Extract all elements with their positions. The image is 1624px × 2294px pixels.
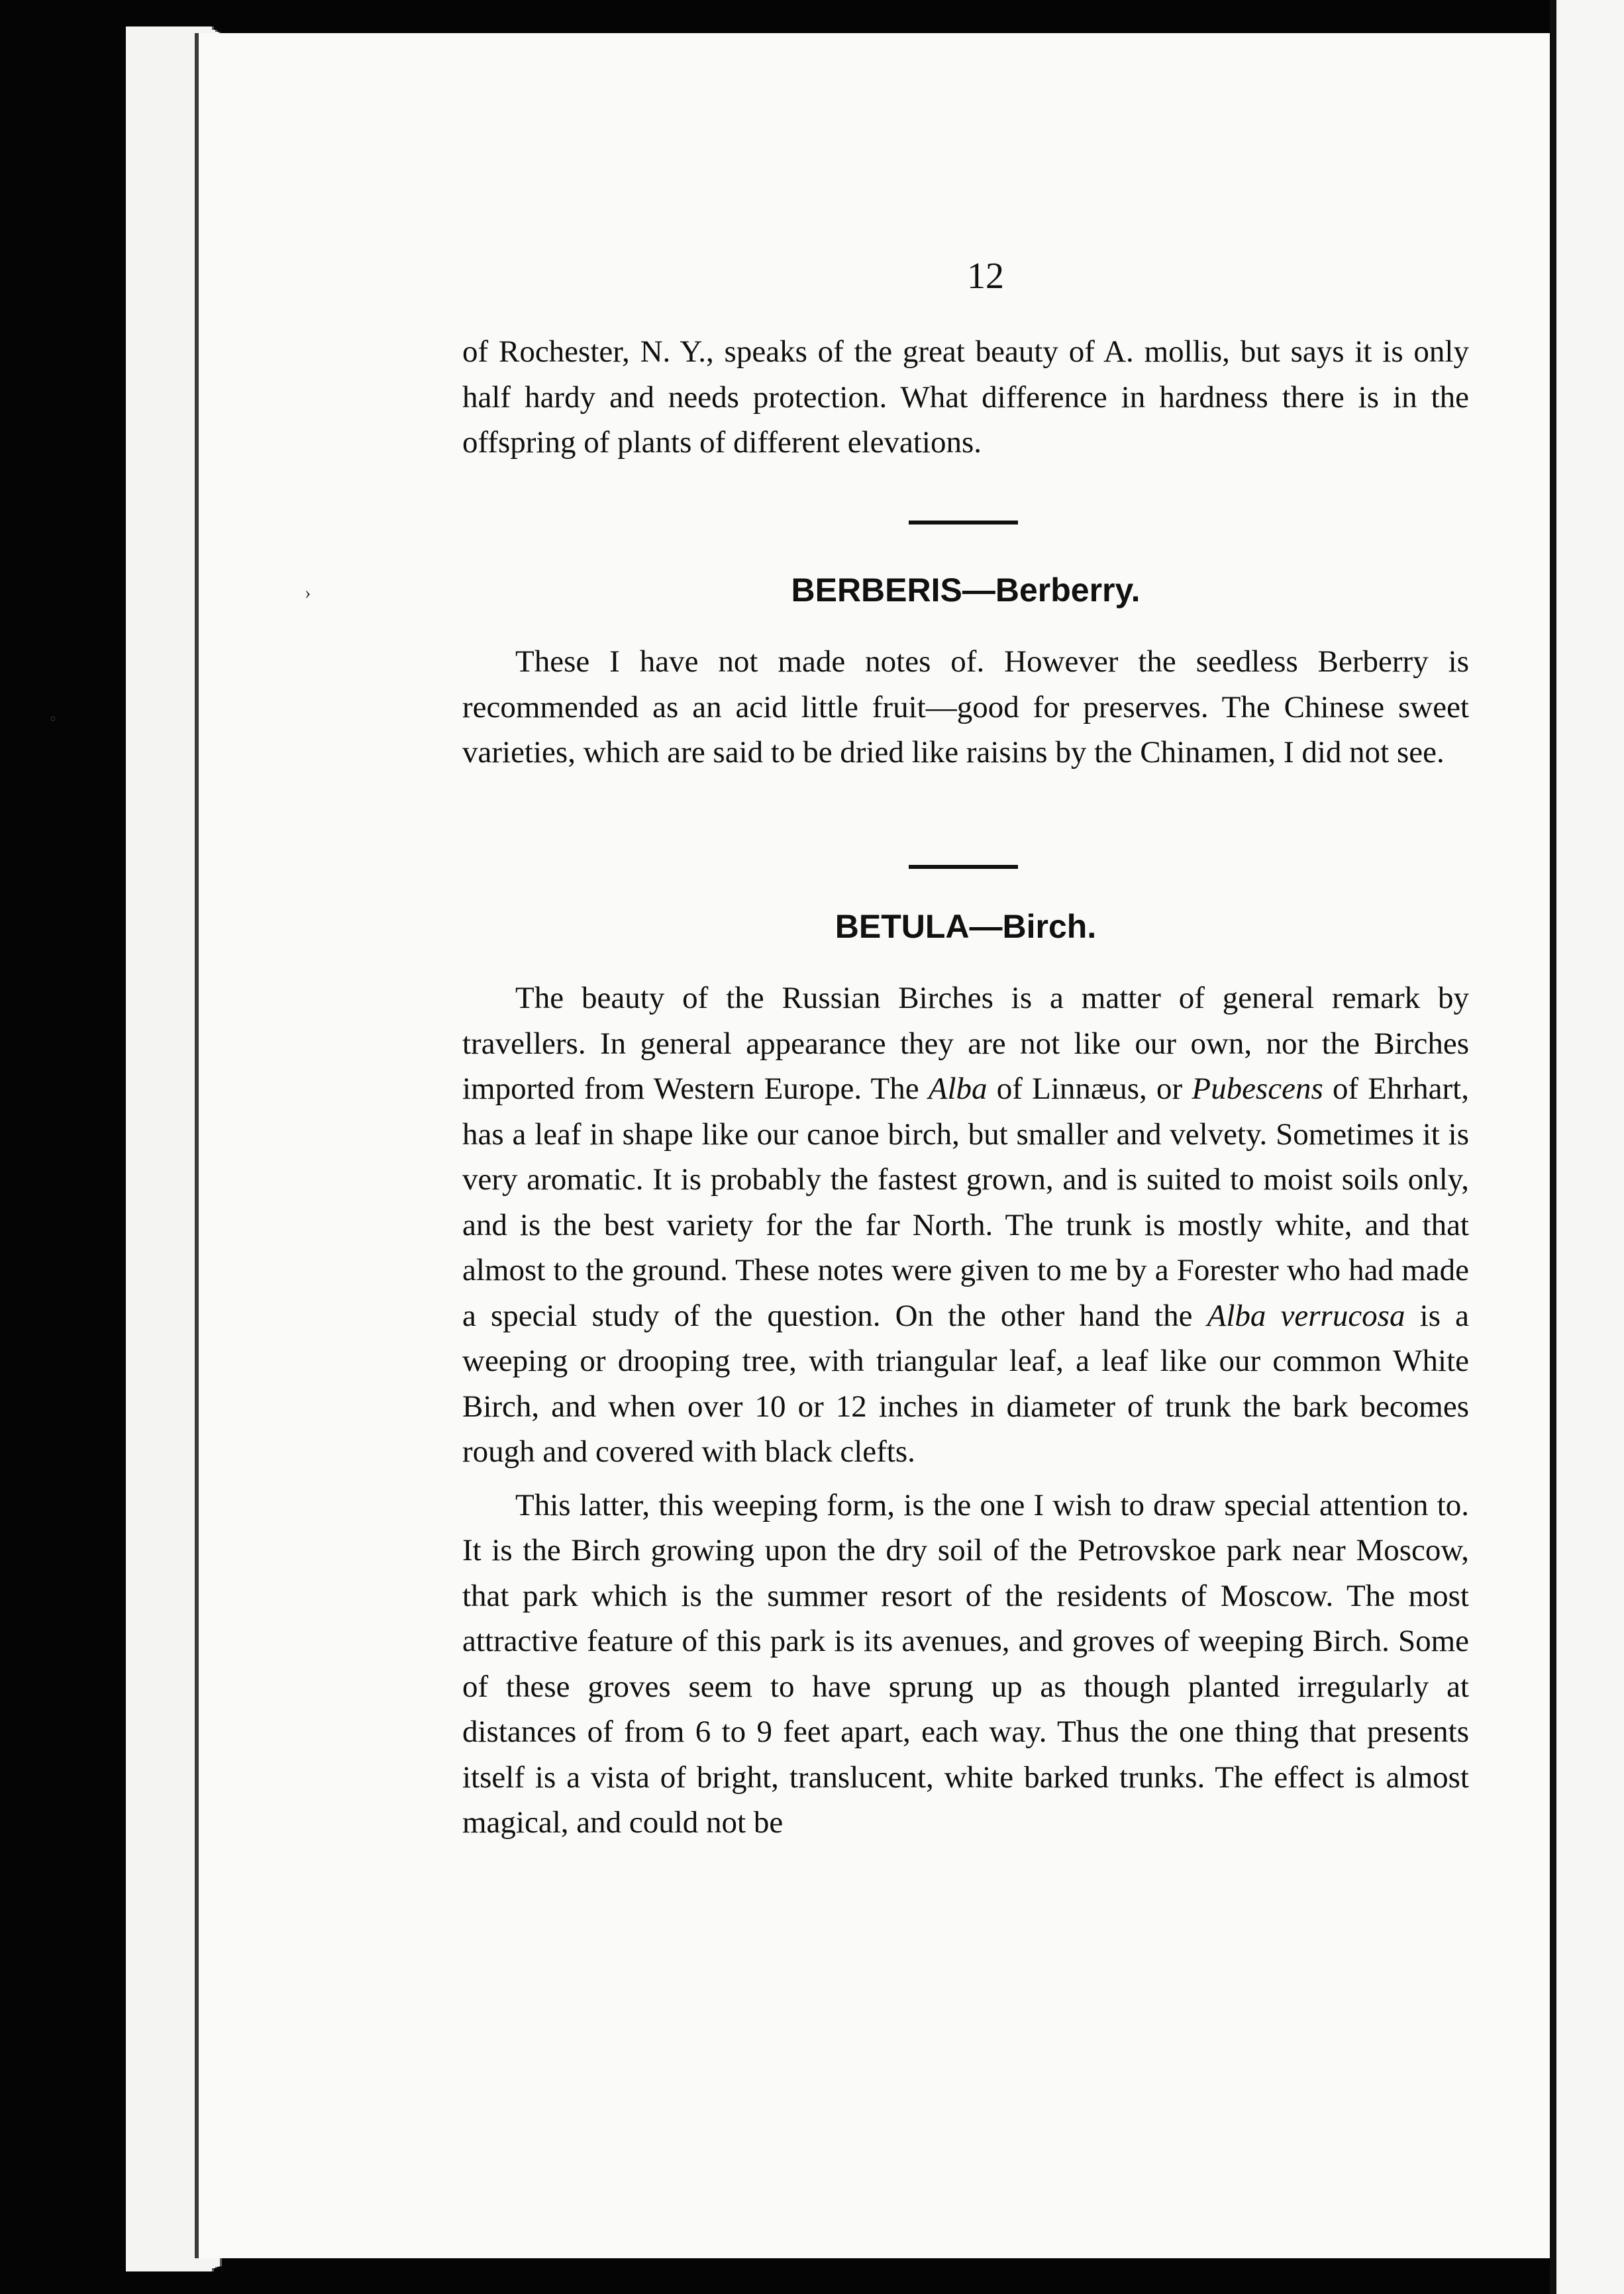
paragraph-text: of Rochester, N. Y., speaks of the great beauty of A. mollis, but says it is only half hardy and needs protection. What difference in hardness there is in the offspring of plants of different elevations. — [462, 334, 1469, 460]
section-heading-berberis: BERBERIS—Berberry. — [791, 572, 1141, 609]
section-divider — [909, 865, 1018, 869]
text-run: is a weeping or drooping tree, with triangular leaf, a leaf like our common White Birch, and when over 10 or 12 inches in diameter of trunk the bark becomes rough and covered with black clefts. — [462, 1298, 1469, 1469]
betula-paragraph-1 — [462, 975, 1469, 1475]
section-heading-betula: BETULA—Birch. — [835, 908, 1097, 945]
berberis-paragraph — [462, 639, 1469, 775]
facing-page-edge — [1550, 0, 1624, 2294]
betula-paragraph-2: This latter, this weeping form, is the one I wish to draw special attention to. It is the Birch growing upon the dry soil of the Petrovskoe park near Moscow, that park which is the summer resort of the residents of Moscow. The most attractive feature of this park is its avenues, and groves of weeping Birch. Some of these groves seem to have sprung up as though planted irregularly at distances of from 6 to 9 feet apart, each way. Thus the one thing that presents itself is a vista of bright, translucent, white barked trunks. The effect is almost magical, and could not be — [462, 1487, 1469, 1840]
italic-term: Alba — [928, 1072, 988, 1106]
italic-term: Pubescens — [1192, 1072, 1323, 1106]
page-number: 12 — [967, 256, 1004, 297]
text-run: The beauty of the Russian Birches is a matter of general remark by travellers. In general appearance they are not like our own, nor the Birches imported from Western Europe. The — [462, 981, 1469, 1106]
text-run: of Linnæus, or — [987, 1072, 1192, 1106]
betula-body — [462, 975, 1469, 1846]
intro-paragraph — [462, 329, 1469, 466]
stray-mark: › — [305, 583, 311, 603]
stray-mark: ◦ — [50, 709, 56, 729]
text-run: of Ehrhart, has a leaf in shape like our canoe birch, but smaller and velvety. Sometimes it is very aromatic. It is probably the fastest grown, and is suited to moist soils only, and is the best variety for the far North. The trunk is mostly white, and that almost to the ground. These notes were given to me by a Forester who had made a special study of the question. On the other hand the — [462, 1072, 1469, 1333]
paragraph-text: These I have not made notes of. However the seedless Berberry is recommended as an acid little fruit—good for preserves. The Chinese sweet varieties, which are said to be dried like raisins by the Chinamen, I did not see. — [462, 644, 1469, 770]
italic-term: Alba verrucosa — [1207, 1298, 1405, 1333]
section-divider — [909, 521, 1018, 524]
